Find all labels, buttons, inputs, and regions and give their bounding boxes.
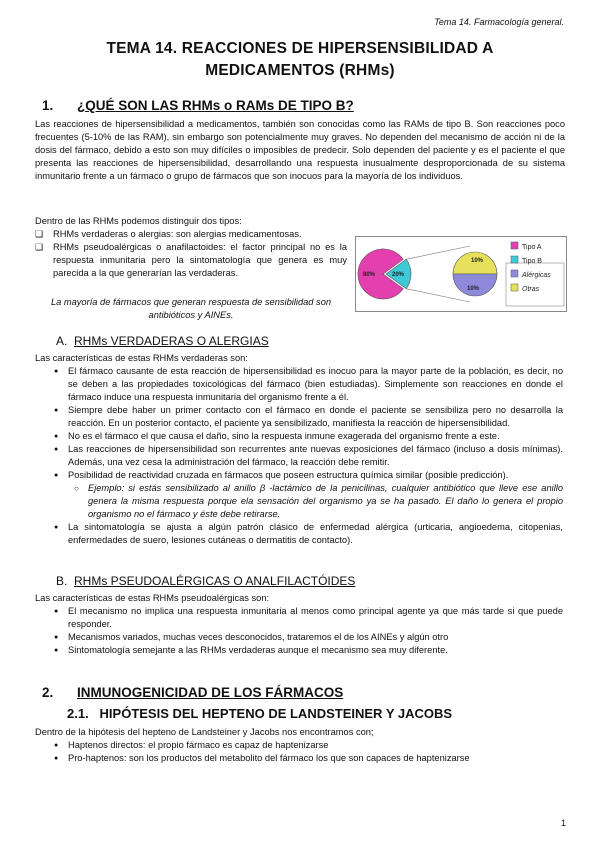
example-subitem: ○ Ejemplo: si estás sensibilizado al anillo β -lactámico de la penicilinas, cualquier antibiótico que lleve ese anillo genera la misma respuesta porque ela sensación del organismo ya se ha pasado. El daño lo genera el propio organismo no el fármaco y éste debe retirarse. — [70, 482, 563, 521]
section-b-list — [50, 605, 563, 657]
list-item: ❑ RHMs pseudoalérgicas o anafilactoides: el factor principal no es la respuesta inmunitaria pero la sintomatología que genera es muy parecida a la que generarían las verdaderas. — [35, 241, 347, 280]
section-a-list — [50, 365, 563, 482]
list-item: ● El mecanismo no implica una respuesta inmunitaria al menos como principal agente ya que más tarde si que puede responder. — [50, 605, 563, 631]
section-1-heading — [42, 98, 354, 113]
section-b-title: RHMs PSEUDOALÉRGICAS O ANALFILACTÓIDES — [74, 574, 356, 588]
legend-tipo-b-label: Tipo B — [522, 258, 542, 265]
types-list — [35, 228, 347, 280]
section-2-list — [50, 739, 563, 765]
pie-label-tipo-a: 80% — [362, 272, 376, 278]
section-b-intro: Las características de estas RHMs pseudoalérgicas son: — [35, 593, 270, 603]
section-1-paragraph: Las reacciones de hipersensibilidad a medicamentos, también son conocidas como las RAMs de tipo B. Son reacciones poco frecuentes (5-10% de las RAM), sin embargo son potencialmente muy graves. No dependen del mecanismo de acción ni de la dosis del fármaco, debido a esto son muy difíciles o imposibles de predecir. Solo dependen del paciente y es el paciente el que presenta las reacciones de hipersensibilidad, desarrollando una respuesta inusualmente desproporcionada de su sistema inmunitario frente a un fármaco o grupo de fármacos que son inocuos para la mayoría de los individuos. — [35, 119, 565, 181]
section-b-heading — [56, 574, 355, 588]
list-item: ❑ RHMs verdaderas o alergias: son alergias medicamentosas. — [35, 228, 347, 241]
page-title: TEMA 14. REACCIONES DE HIPERSENSIBILIDAD A MEDICAMENTOS (RHMs) — [106, 40, 494, 79]
pie-label-otras: 10% — [470, 258, 484, 264]
section-2-intro: Dentro de la hipótesis del hepteno de Landsteiner y Jacobs nos encontramos con; — [35, 727, 374, 737]
list-item: ● La sintomatología se ajusta a algún patrón clásico de enfermedad alérgica (urticaria, angioedema, citopenias, enfermedades de suero, lesiones cutáneas o dermatitis de contacto). — [50, 521, 563, 547]
section-b-letter: B. — [56, 574, 68, 588]
list-item: ● Siempre debe haber un primer contacto con el fármaco en donde el paciente se sensibiliza pero no desarrolla la reacción. En un posterior contacto, el paciente ya sensibilizado, manifiesta la reacción de hipersensibilidad. — [50, 404, 563, 430]
section-a-body — [50, 365, 563, 547]
legend-tipo-b-swatch — [511, 256, 518, 263]
key-note: La mayoría de fármacos que generan respuesta de sensibilidad son antibióticos y AINEs. — [50, 297, 332, 320]
pie-chart-figure — [355, 236, 567, 312]
pie-label-tipo-b: 20% — [391, 272, 405, 278]
section-1-number: 1. — [42, 98, 54, 113]
list-item: ● Las reacciones de hipersensibilidad son recurrentes ante nuevas exposiciones del fármaco (incluso a dosis mínimas). Además, una vez cesa la administración del fármaco, la reacción debe remitir. — [50, 443, 563, 469]
subsection-2-1-number: 2.1. — [67, 706, 89, 721]
subsection-2-1-title: HIPÓTESIS DEL HEPTENO DE LANDSTEINER Y JACOBS — [99, 706, 453, 721]
section-1-title: ¿QUÉ SON LAS RHMs o RAMs DE TIPO B? — [77, 98, 354, 113]
list-item: ● Sintomatología semejante a las RHMs verdaderas aunque el mecanismo sea muy diferente. — [50, 644, 563, 657]
section-a-letter: A. — [56, 334, 68, 348]
legend-tipo-a-swatch — [511, 242, 518, 249]
legend-otras-swatch — [511, 284, 518, 291]
page-number: 1 — [560, 818, 566, 828]
list-item: ● El fármaco causante de esta reacción de hipersensibilidad es inocuo para la mayor parte de la población, es decir, no se deben a las propiedades toxicológicas del fármaco (bien estudiadas). Simplemente son reacciones en donde el fármaco induce una respuesta inmunitaria del organismo frente a él. — [50, 365, 563, 404]
list-item: ● Posibilidad de reactividad cruzada en fármacos que poseen estructura química similar (posible predicción). — [50, 469, 563, 482]
section-2-title: INMUNOGENICIDAD DE LOS FÁRMACOS — [77, 685, 344, 700]
legend-alergicas-label: Alérgicas — [522, 272, 551, 279]
legend-otras-label: Otras — [522, 286, 540, 293]
list-item: ● Pro-haptenos: son los productos del metabolito del fármaco los que son capaces de haptenizarse — [50, 752, 563, 765]
section-a-list-end — [50, 521, 563, 547]
legend-tipo-a-label: Tipo A — [522, 244, 542, 251]
section-a-title: RHMs VERDADERAS O ALERGIAS — [74, 334, 269, 348]
pie-label-alergicas: 10% — [466, 286, 480, 292]
running-header: Tema 14. Farmacología general. — [434, 17, 564, 27]
types-intro: Dentro de las RHMs podemos distinguir dos tipos: — [35, 216, 242, 226]
subsection-2-1-heading — [67, 706, 452, 721]
legend-alergicas-swatch — [511, 270, 518, 277]
list-item: ● No es el fármaco el que causa el daño, sino la respuesta inmune exagerada del organismo frente a este. — [50, 430, 563, 443]
section-2-heading — [42, 685, 343, 700]
list-item: ● Mecanismos variados, muchas veces desconocidos, trataremos el de los AINEs y algún otro — [50, 631, 563, 644]
list-item: ● Haptenos directos: el propio fármaco es capaz de haptenizarse — [50, 739, 563, 752]
section-a-intro: Las características de estas RHMs verdaderas son: — [35, 353, 248, 363]
section-a-heading — [56, 334, 269, 348]
section-2-number: 2. — [42, 685, 54, 700]
